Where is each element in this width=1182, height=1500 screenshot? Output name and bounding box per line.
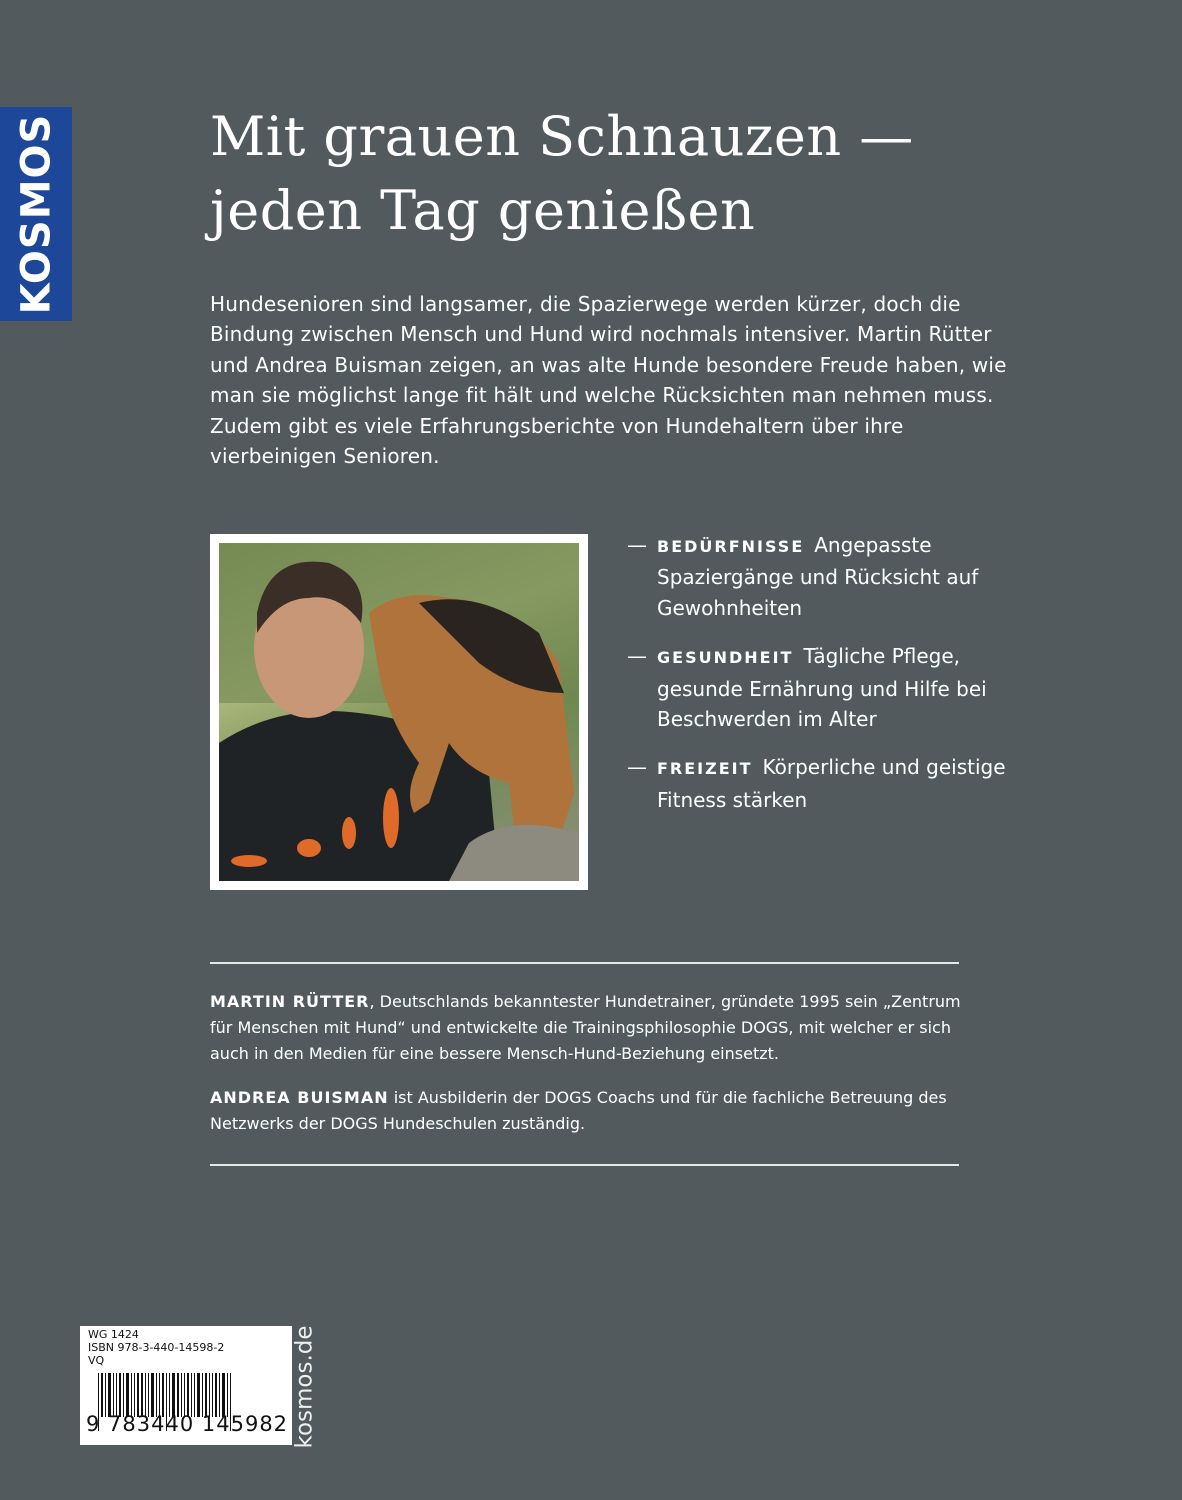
isbn: ISBN 978-3-440-14598-2 — [88, 1341, 225, 1354]
barcode-bar — [187, 1373, 189, 1417]
title-line: jeden Tag genießen — [210, 179, 756, 242]
barcode-bar — [108, 1373, 111, 1417]
barcode-bar — [197, 1373, 200, 1417]
barcode-bar — [222, 1373, 225, 1417]
barcode-bar — [159, 1373, 160, 1417]
photo-image — [219, 543, 579, 881]
website-text: kosmos.de — [292, 1325, 319, 1449]
publisher-logo — [0, 107, 72, 321]
barcode-bar — [181, 1373, 182, 1417]
barcode-bar — [227, 1373, 228, 1417]
intro-text: Hundesenioren sind langsamer, die Spazierwege werden kürzer, doch die Bindung zwischen Mensch und Hund wird nochmals intensiver. Martin Rütter und Andrea Buisman zeigen, an was alte Hunde besondere Freude haben, wie man sie möglichst lange fit hält und welche Rücksichten man nehmen muss. Zudem gibt es viele Erfahrungsberichte von Hundehaltern über ihre vierbeinigen Senioren. — [210, 292, 1007, 469]
barcode-bar — [205, 1373, 207, 1417]
bio-text: , Deutschlands bekanntester Hundetrainer, gründete 1995 sein „Zentrum für Menschen mit Hund“ und entwickelte die Trainingsphilosophie DOGS, mit welcher er sich auch in den Medien für eine bessere Mensch-Hund-Beziehung einsetzt. — [210, 992, 961, 1063]
barcode-number: 9 783440 145982 — [86, 1412, 289, 1436]
feature-list — [627, 530, 1007, 833]
barcode-bar — [177, 1373, 179, 1417]
barcode-bar — [202, 1373, 203, 1417]
author-name: ANDREA BUISMAN — [210, 1088, 389, 1107]
wg-code: WG 1424 — [88, 1328, 139, 1341]
divider — [210, 962, 959, 964]
feature-key: FREIZEIT — [657, 759, 753, 779]
feature-key: BEDÜRFNISSE — [657, 537, 805, 556]
barcode-bar — [162, 1373, 164, 1417]
barcode-bar — [105, 1373, 106, 1417]
book-title — [210, 100, 914, 248]
barcode-bar — [215, 1373, 217, 1417]
divider — [210, 1164, 959, 1166]
barcode-label — [80, 1326, 292, 1445]
bio-text: ist Ausbilderin der DOGS Coachs und für die fachliche Betreuung des Netzwerks der DOGS Hundeschulen zuständig. — [210, 1088, 947, 1133]
barcode-bar — [113, 1373, 114, 1417]
barcode-bar — [169, 1373, 170, 1417]
dash: — — [627, 755, 647, 780]
barcode-bar — [209, 1373, 210, 1417]
barcode-bar — [119, 1373, 121, 1417]
barcode-bar — [212, 1373, 213, 1417]
author-photo — [210, 534, 588, 890]
title-line: Mit grauen Schnauzen — — [210, 105, 914, 168]
barcode-bar — [131, 1373, 132, 1417]
author-bio — [210, 1085, 970, 1137]
feature-text: Tägliche Pflege, gesunde Ernährung und Hilfe bei Beschwerden im Alter — [657, 644, 987, 732]
barcode-bar — [219, 1373, 220, 1417]
barcode-bar — [141, 1373, 143, 1417]
barcode-bar — [156, 1373, 157, 1417]
feature-text: Körperliche und geistige Fitness stärken — [657, 755, 1006, 812]
barcode-bar — [123, 1373, 124, 1417]
barcode-bar — [184, 1373, 185, 1417]
feature-text: Angepasste Spaziergänge und Rücksicht auf Gewohnheiten — [657, 533, 979, 620]
author-name: MARTIN RÜTTER — [210, 992, 370, 1011]
feature-key: GESUNDHEIT — [657, 648, 794, 668]
barcode-bar — [151, 1373, 154, 1417]
barcode-bar — [116, 1373, 117, 1417]
barcode-bar — [172, 1373, 175, 1417]
barcode-bar — [191, 1373, 192, 1417]
barcode-bar — [134, 1373, 135, 1417]
barcode-bar — [148, 1373, 149, 1417]
vq-code: VQ — [88, 1354, 105, 1367]
barcode-bar — [137, 1373, 139, 1417]
barcode-bar — [194, 1373, 195, 1417]
barcode-bar — [126, 1373, 129, 1417]
author-bio — [210, 989, 970, 1067]
barcode-bar — [101, 1373, 103, 1417]
feature-item — [627, 752, 1007, 815]
website — [285, 1325, 325, 1449]
dash: — — [627, 533, 647, 557]
barcode-bar — [145, 1373, 146, 1417]
dash: — — [627, 644, 647, 669]
logo-text: KOSMOS — [13, 113, 60, 315]
feature-item — [627, 641, 1007, 734]
feature-item — [627, 530, 1007, 623]
